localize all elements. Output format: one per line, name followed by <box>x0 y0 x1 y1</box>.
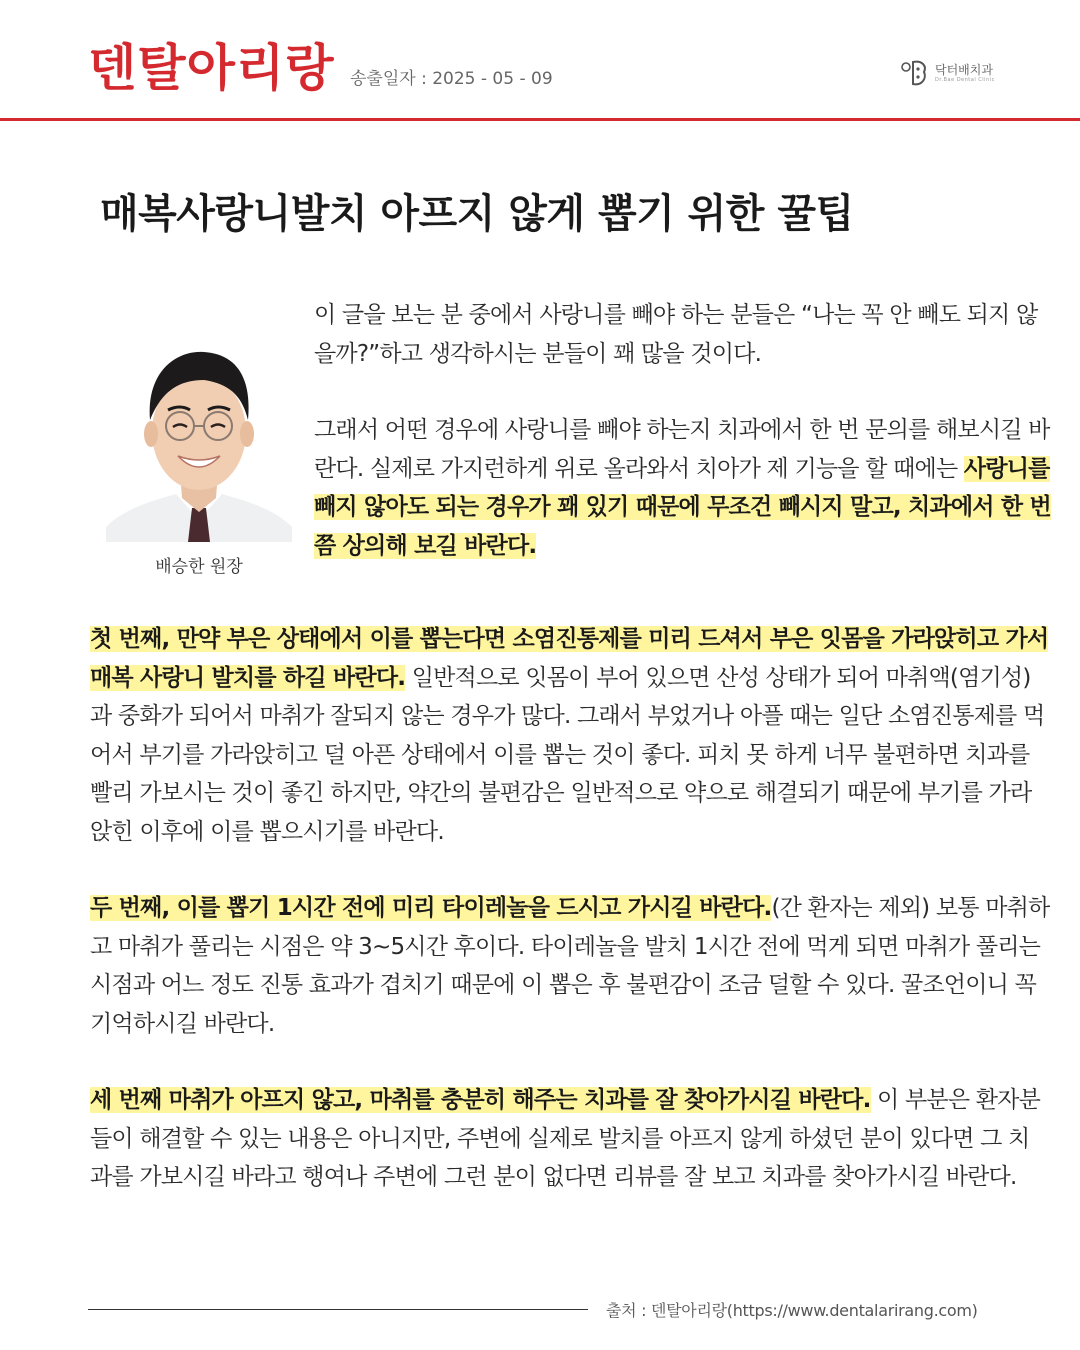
footer-divider <box>88 1309 588 1310</box>
intro-paragraph-2-text: 그래서 어떤 경우에 사랑니를 빼야 하는지 치과에서 한 번 문의를 해보시길 바란다. 실제로 가지런하게 위로 올라와서 치아가 제 기능을 할 때에는 <box>314 417 1050 482</box>
intro-paragraph-2 <box>314 411 1054 565</box>
tip-2-highlight: 두 번째, 이를 뽑기 1시간 전에 미리 타이레놀을 드시고 가시길 바란다. <box>90 895 772 921</box>
tip-3-text: 이 부분은 환자분들이 해결할 수 있는 내용은 아니지만, 주변에 실제로 발치를 아프지 않게 하셨던 분이 있다면 그 치과를 가보시길 바라고 행여나 주변에 그런 분이 없다면 리뷰를 잘 보고 치과를 찾아가시길 바란다. <box>90 1087 1041 1190</box>
intro-paragraph-1: 이 글을 보는 분 중에서 사랑니를 빼야 하는 분들은 “나는 꼭 안 빼도 되지 않을까?”하고 생각하시는 분들이 꽤 많을 것이다. <box>314 302 1038 367</box>
header-divider <box>0 118 1080 121</box>
tip-3-highlight: 세 번째 마취가 아프지 않고, 마취를 충분히 해주는 치과를 잘 찾아가시길 바란다. <box>90 1087 871 1113</box>
header <box>0 0 1080 120</box>
tip-3-paragraph <box>90 1081 1050 1197</box>
tooth-logo-icon <box>898 58 930 88</box>
source-credit: 출처 : 덴탈아리랑(https://www.dentalarirang.com) <box>606 1301 978 1320</box>
article-title: 매복사랑니발치 아프지 않게 뽑기 위한 꿀팁 <box>100 191 854 237</box>
tip-2-paragraph <box>90 889 1050 1043</box>
intro-section <box>314 296 1054 603</box>
tip-1-paragraph <box>90 620 1050 851</box>
author-caption: 배승한 원장 <box>155 557 243 577</box>
tip-1-text: 일반적으로 잇몸이 부어 있으면 산성 상태가 되어 마취액(염기성)과 중화가 되어서 마취가 잘되지 않는 경우가 많다. 그래서 부었거나 아플 때는 일단 소염진통제를 먹어서 부기를 가라앉히고 덜 아픈 상태에서 이를 뽑는 것이 좋다. 피치 못 하게 너무 불편하면 치과를 빨리 가보시는 것이 좋긴 하지만, 약간의 불편감은 일반적으로 약으로 해결되기 때문에 부기를 가라앉힌 이후에 이를 뽑으시기를 바란다. <box>90 664 1045 845</box>
clinic-name: 닥터배치과 <box>935 63 993 77</box>
tips-section <box>90 620 1050 1235</box>
tip-1-highlight: 첫 번째, 만약 부은 상태에서 이를 뽑는다면 소염진통제를 미리 드셔서 부은 잇몸을 가라앉히고 가서 매복 사랑니 발치를 하길 바란다. <box>90 626 1049 691</box>
intro-highlight: 사랑니를 빼지 않아도 되는 경우가 꽤 있기 때문에 무조건 빼시지 말고, 치과에서 한 번쯤 상의해 보길 바란다. <box>314 455 1051 559</box>
clinic-logo <box>898 58 995 88</box>
brand-logo-text: 덴탈아리랑 <box>88 39 335 97</box>
author-photo <box>106 322 292 542</box>
tip-2-text: (간 환자는 제외) 보통 마취하고 마취가 풀리는 시점은 약 3~5시간 후이다. 타이레놀을 발치 1시간 전에 먹게 되면 마취가 풀리는 시점과 어느 정도 진통 효과가 겹치기 때문에 이 뽑은 후 불편감이 조금 덜할 수 있다. 꿀조언이니 꼭 기억하시길 바란다. <box>90 895 1050 1037</box>
broadcast-date: 송출일자 : 2025 - 05 - 09 <box>350 69 553 89</box>
clinic-subtitle: Dr.Bae Dental Clinic <box>935 77 995 83</box>
